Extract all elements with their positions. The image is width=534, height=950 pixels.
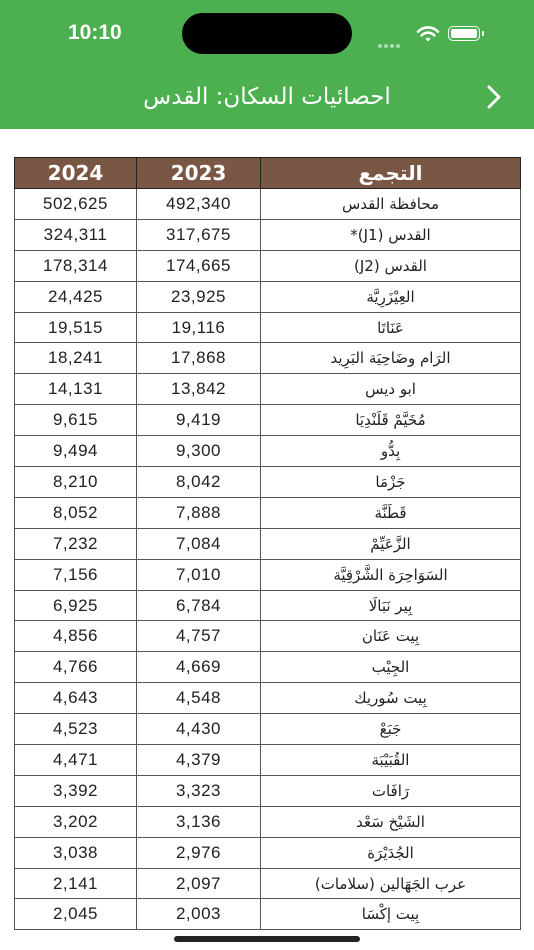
home-indicator (174, 936, 360, 942)
cell-2023: 9,300 (137, 436, 261, 467)
cell-2024: 6,925 (15, 590, 137, 621)
cell-2024: 2,045 (15, 899, 137, 930)
cell-2023: 17,868 (137, 343, 261, 374)
cell-community: السَوَاحِرَة الشَّرْقِيَّة (261, 559, 521, 590)
cell-2023: 3,136 (137, 806, 261, 837)
cell-2024: 3,038 (15, 837, 137, 868)
table-row (15, 312, 521, 343)
cell-community: الجُدَيْرَة (261, 837, 521, 868)
table-row (15, 683, 521, 714)
status-time: 10:10 (68, 21, 122, 44)
column-header-2024: 2024 (15, 158, 137, 189)
cell-community: مُخَيَّمْ قَلَنْدِيَا (261, 405, 521, 436)
table-row (15, 343, 521, 374)
cell-community: الزَّعَيِّمْ (261, 528, 521, 559)
cell-2023: 7,010 (137, 559, 261, 590)
cell-2023: 4,379 (137, 745, 261, 776)
cell-2024: 14,131 (15, 374, 137, 405)
table-row (15, 219, 521, 250)
cell-2024: 3,392 (15, 775, 137, 806)
table-row (15, 497, 521, 528)
table-row (15, 189, 521, 220)
table-row (15, 714, 521, 745)
table-row (15, 281, 521, 312)
cell-2024: 24,425 (15, 281, 137, 312)
cell-2024: 4,471 (15, 745, 137, 776)
cell-2023: 8,042 (137, 467, 261, 498)
table-header-row (15, 158, 521, 189)
table-row (15, 436, 521, 467)
cell-2023: 7,084 (137, 528, 261, 559)
table-row (15, 590, 521, 621)
cell-2023: 2,976 (137, 837, 261, 868)
table-row (15, 775, 521, 806)
cell-2023: 13,842 (137, 374, 261, 405)
table-row (15, 868, 521, 899)
cell-community: محافظة القدس (261, 189, 521, 220)
cell-community: عرب الجَهَالين (سلامات) (261, 868, 521, 899)
cell-community: بِيت إكْسَا (261, 899, 521, 930)
status-icons (378, 24, 488, 44)
cell-2023: 23,925 (137, 281, 261, 312)
table-row (15, 806, 521, 837)
cell-2024: 2,141 (15, 868, 137, 899)
column-header-community: التجمع (261, 158, 521, 189)
cell-2023: 3,323 (137, 775, 261, 806)
column-header-2023: 2023 (137, 158, 261, 189)
cell-2023: 4,430 (137, 714, 261, 745)
table-row (15, 621, 521, 652)
cell-2023: 2,097 (137, 868, 261, 899)
table-row (15, 745, 521, 776)
table-row (15, 899, 521, 930)
cell-2023: 492,340 (137, 189, 261, 220)
cell-2023: 2,003 (137, 899, 261, 930)
cell-2024: 324,311 (15, 219, 137, 250)
cell-2024: 7,156 (15, 559, 137, 590)
cell-community: جَبَعْ (261, 714, 521, 745)
table-row (15, 559, 521, 590)
cell-community: العِيْزَرِيَّة (261, 281, 521, 312)
table-row (15, 837, 521, 868)
cell-2023: 19,116 (137, 312, 261, 343)
cell-2024: 4,766 (15, 652, 137, 683)
cell-community: بِدُّو (261, 436, 521, 467)
cell-2024: 502,625 (15, 189, 137, 220)
table-row (15, 374, 521, 405)
table-row (15, 405, 521, 436)
cell-community: ابو ديس (261, 374, 521, 405)
cell-community: رَافَات (261, 775, 521, 806)
chevron-right-icon[interactable] (478, 82, 508, 112)
cell-2024: 3,202 (15, 806, 137, 837)
cell-2024: 9,494 (15, 436, 137, 467)
cell-2024: 7,232 (15, 528, 137, 559)
cell-2023: 7,888 (137, 497, 261, 528)
table-row (15, 652, 521, 683)
cell-2024: 8,210 (15, 467, 137, 498)
cell-community: الرَام وضَاحِيَة البَرِيد (261, 343, 521, 374)
cell-2023: 4,548 (137, 683, 261, 714)
cell-2023: 6,784 (137, 590, 261, 621)
signal-icon (378, 33, 406, 37)
cell-community: عَنَاتَا (261, 312, 521, 343)
cell-community: قَطَنَّة (261, 497, 521, 528)
cell-2024: 4,523 (15, 714, 137, 745)
cell-2023: 174,665 (137, 250, 261, 281)
cell-2023: 317,675 (137, 219, 261, 250)
cell-community: الشَيْخ سَعْد (261, 806, 521, 837)
cell-2023: 9,419 (137, 405, 261, 436)
cell-2024: 4,643 (15, 683, 137, 714)
cell-2024: 9,615 (15, 405, 137, 436)
cell-community: الجِيْب (261, 652, 521, 683)
app-header (0, 0, 534, 129)
cell-2024: 8,052 (15, 497, 137, 528)
cell-2024: 19,515 (15, 312, 137, 343)
cell-2024: 18,241 (15, 343, 137, 374)
population-table (14, 157, 520, 930)
table-row (15, 467, 521, 498)
cell-community: بِيت عَنَان (261, 621, 521, 652)
table-row (15, 528, 521, 559)
cell-community: القدس (J2) (261, 250, 521, 281)
table-row (15, 250, 521, 281)
cell-community: القدس (J1)* (261, 219, 521, 250)
cell-community: بِيت سُوريك (261, 683, 521, 714)
cell-2024: 178,314 (15, 250, 137, 281)
cell-2023: 4,669 (137, 652, 261, 683)
dynamic-island (182, 13, 352, 54)
cell-community: بِير نَبَالَا (261, 590, 521, 621)
battery-icon (448, 26, 480, 41)
page-title: احصائيات السكان: القدس (143, 84, 391, 110)
cell-community: القُبَيْبَة (261, 745, 521, 776)
cell-2023: 4,757 (137, 621, 261, 652)
wifi-icon (416, 24, 440, 44)
cell-community: جَزْمَا (261, 467, 521, 498)
cell-2024: 4,856 (15, 621, 137, 652)
